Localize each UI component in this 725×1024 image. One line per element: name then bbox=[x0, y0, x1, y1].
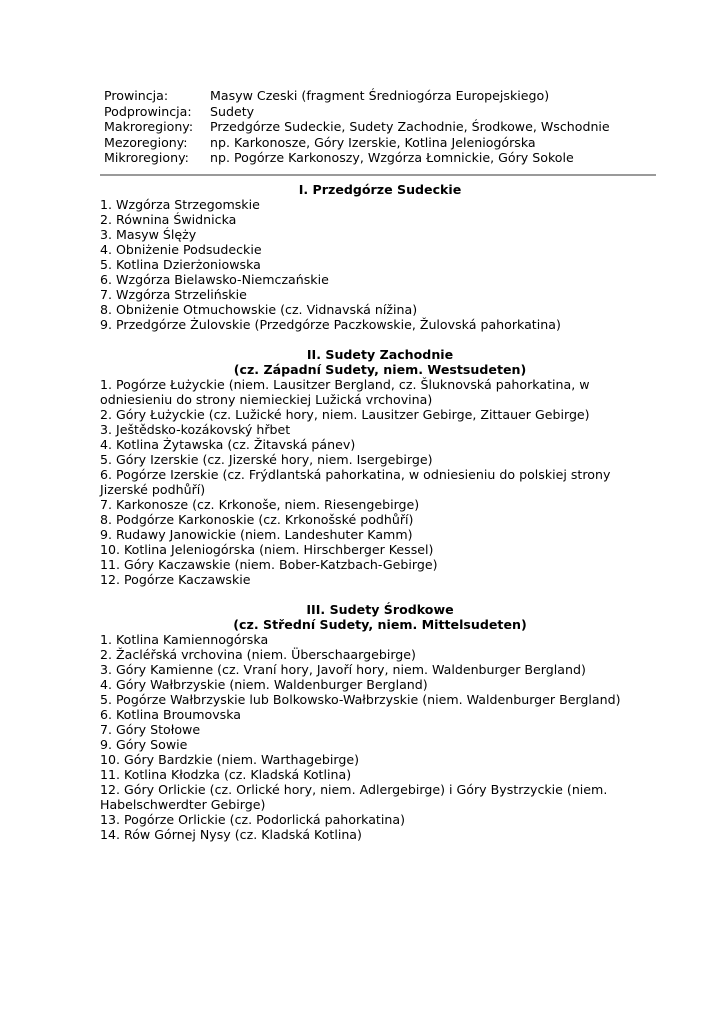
list-item: 9. Rudawy Janowickie (niem. Landeshuter Kamm) bbox=[100, 527, 413, 542]
classification-table bbox=[104, 88, 610, 166]
meta-row-mesoregions bbox=[104, 135, 610, 151]
list-item: 6. Kotlina Broumovska bbox=[100, 707, 241, 722]
meta-row-subprovince bbox=[104, 104, 610, 120]
section-title: II. Sudety Zachodnie bbox=[306, 347, 454, 362]
list-item: 4. Góry Wałbrzyskie (niem. Waldenburger Bergland) bbox=[100, 677, 428, 692]
meta-row-macroregions bbox=[104, 119, 610, 135]
meta-key: Mezoregiony: bbox=[104, 134, 188, 150]
section-title: I. Przedgórze Sudeckie bbox=[298, 182, 462, 197]
list-item: 5. Pogórze Wałbrzyskie lub Bolkowsko-Wałbrzyskie (niem. Waldenburger Bergland) bbox=[100, 692, 621, 707]
meta-key: Mikroregiony: bbox=[104, 150, 189, 165]
list-item: 6. Pogórze Izerskie (cz. Frýdlantská pahorkatina, w odniesieniu do polskiej strony Jizerské podhůří) bbox=[100, 467, 611, 497]
list-item: 12. Góry Orlickie (cz. Orlické hory, niem. Adlergebirge) i Góry Bystrzyckie (niem. Habelschwerdter Gebirge) bbox=[100, 782, 608, 812]
list-item: 7. Góry Stołowe bbox=[100, 722, 201, 737]
list-item: 14. Rów Górnej Nysy (cz. Kladská Kotlina) bbox=[100, 827, 362, 842]
meta-value: Sudety bbox=[210, 103, 255, 119]
list-item: 9. Przedgórze Żulovskie (Przedgórze Paczkowskie, Žulovská pahorkatina) bbox=[100, 317, 561, 332]
list-item: 4. Kotlina Żytawska (cz. Žitavská pánev) bbox=[100, 437, 356, 452]
section bbox=[100, 347, 660, 587]
list-item: 7. Wzgórza Strzelińskie bbox=[100, 287, 247, 302]
meta-row-province bbox=[104, 88, 610, 104]
region-list bbox=[100, 377, 660, 587]
meta-value: np. Pogórze Karkonoszy, Wzgórza Łomnickie, Góry Sokole bbox=[210, 150, 574, 165]
list-item: 11. Kotlina Kłodzka (cz. Kladská Kotlina) bbox=[100, 767, 352, 782]
meta-value: Przedgórze Sudeckie, Sudety Zachodnie, Środkowe, Wschodnie bbox=[210, 119, 610, 134]
section-title: III. Sudety Środkowe bbox=[306, 602, 454, 617]
list-item: 8. Obniżenie Otmuchowskie (cz. Vidnavská nížina) bbox=[100, 302, 418, 317]
list-item: 3. Masyw Ślęży bbox=[100, 227, 197, 242]
list-item: 7. Karkonosze (cz. Krkonoše, niem. Riesengebirge) bbox=[100, 497, 420, 512]
list-item: 10. Kotlina Jeleniogórska (niem. Hirschberger Kessel) bbox=[100, 542, 434, 557]
list-item: 3. Góry Kamienne (cz. Vraní hory, Javoří hory, niem. Waldenburger Bergland) bbox=[100, 662, 586, 677]
list-item: 6. Wzgórza Bielawsko-Niemczańskie bbox=[100, 272, 329, 287]
list-item: 5. Góry Izerskie (cz. Jizerské hory, niem. Isergebirge) bbox=[100, 452, 433, 467]
section-subtitle: (cz. Střední Sudety, niem. Mittelsudeten) bbox=[233, 617, 527, 632]
meta-key: Podprowincja: bbox=[104, 103, 192, 119]
region-list bbox=[100, 632, 660, 842]
list-item: 1. Kotlina Kamiennogórska bbox=[100, 632, 269, 647]
list-item: 1. Wzgórza Strzegomskie bbox=[100, 197, 260, 212]
list-item: 2. Žacléřská vrchovina (niem. Überschaargebirge) bbox=[100, 647, 416, 662]
list-item: 2. Góry Łużyckie (cz. Lužické hory, niem. Lausitzer Gebirge, Zittauer Gebirge) bbox=[100, 407, 590, 422]
meta-value: np. Karkonosze, Góry Izerskie, Kotlina Jeleniogórska bbox=[210, 134, 536, 150]
list-item: 12. Pogórze Kaczawskie bbox=[100, 572, 251, 587]
meta-key: Makroregiony: bbox=[104, 119, 194, 134]
list-item: 1. Pogórze Łużyckie (niem. Lausitzer Bergland, cz. Šluknovská pahorkatina, w odniesieniu do strony niemieckiej Lužická vrchovina) bbox=[100, 377, 590, 407]
list-item: 10. Góry Bardzkie (niem. Warthagebirge) bbox=[100, 752, 360, 767]
list-item: 4. Obniżenie Podsudeckie bbox=[100, 242, 262, 257]
divider bbox=[100, 174, 656, 176]
section bbox=[100, 182, 660, 332]
list-item: 5. Kotlina Dzierżoniowska bbox=[100, 257, 261, 272]
meta-row-microregions bbox=[104, 150, 610, 166]
meta-value: Masyw Czeski (fragment Średniogórza Europejskiego) bbox=[210, 88, 550, 103]
list-item: 13. Pogórze Orlickie (cz. Podorlická pahorkatina) bbox=[100, 812, 405, 827]
meta-key: Prowincja: bbox=[104, 88, 169, 103]
list-item: 8. Podgórze Karkonoskie (cz. Krkonošské podhůří) bbox=[100, 512, 414, 527]
list-item: 9. Góry Sowie bbox=[100, 737, 188, 752]
list-item: 11. Góry Kaczawskie (niem. Bober-Katzbach-Gebirge) bbox=[100, 557, 438, 572]
section-subtitle: (cz. Západní Sudety, niem. Westsudeten) bbox=[233, 362, 527, 377]
list-item: 3. Ještědsko-kozákovský hřbet bbox=[100, 422, 291, 437]
list-item: 2. Równina Świdnicka bbox=[100, 212, 237, 227]
region-sections bbox=[100, 182, 660, 857]
section bbox=[100, 602, 660, 842]
region-list bbox=[100, 197, 660, 332]
